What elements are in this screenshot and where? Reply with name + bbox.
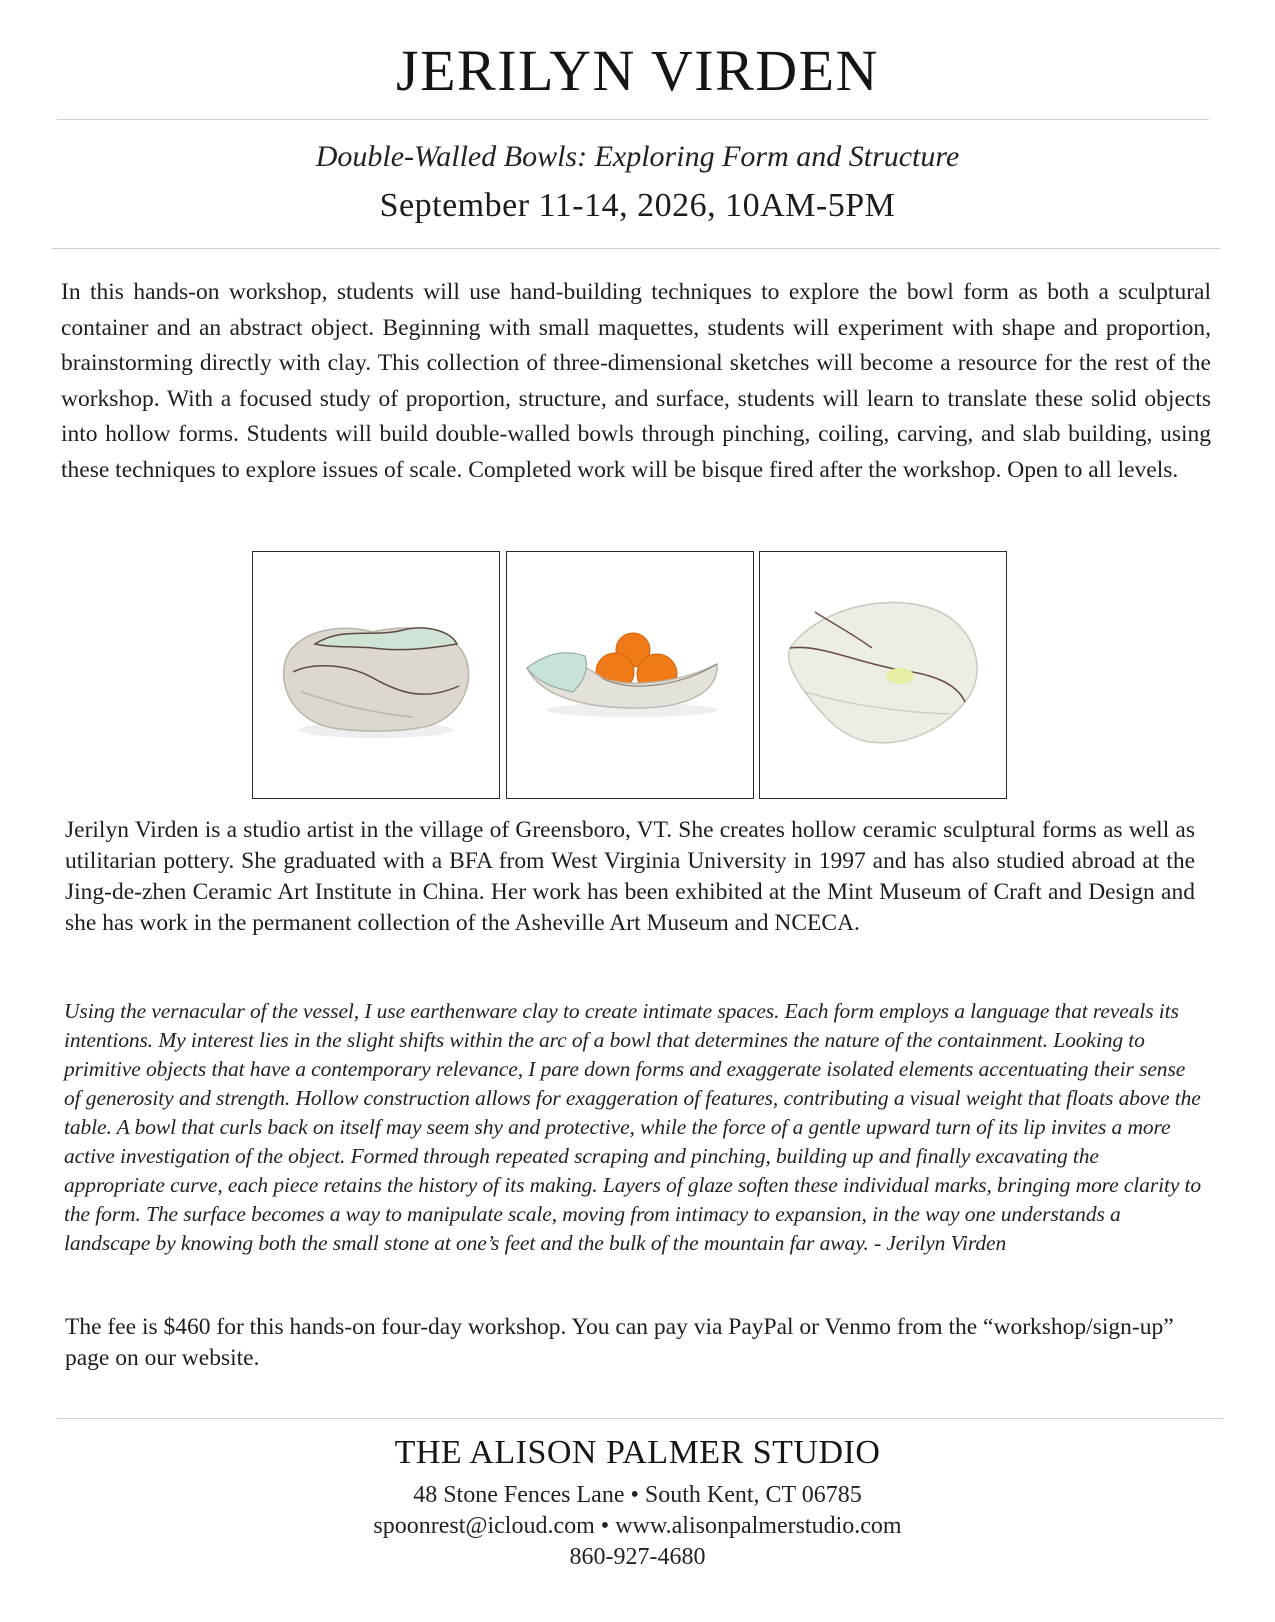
- photo-bowl: [252, 551, 500, 799]
- artist-bio: Jerilyn Virden is a studio artist in the village of Greensboro, VT. She creates hollow ceramic sculptural forms as well as utilitarian pottery. She graduated with a BFA from West Virginia University in 1997 and has also studied abroad at the Jing-de-zhen Ceramic Art Institute in China. Her work has been exhibited at the Mint Museum of Craft and Design and she has work in the permanent collection of the Asheville Art Museum and NCECA.: [65, 817, 1195, 936]
- studio-phone: 860-927-4680: [569, 1544, 706, 1570]
- bowl-body: [789, 602, 977, 742]
- bowl-inner: [527, 653, 587, 692]
- photo-folded-bowl: [759, 551, 1007, 799]
- workshop-description: In this hands-on workshop, students will use hand-building techniques to explore the bowl form as both a sculptural container and an abstract object. Beginning with small maquettes, students will experiment with shape and proportion, brainstorming directly with clay. This collection of three-dimensional sketches will become a resource for the rest of the workshop. With a focused study of proportion, structure, and surface, students will learn to translate these solid objects into hollow forms. Students will build double-walled bowls through pinching, coiling, carving, and slab building, using these techniques to explore issues of scale. Completed work will be bisque fired after the workshop. Open to all levels.: [61, 279, 1211, 483]
- fruit-bowl-icon: [507, 552, 753, 798]
- workshop-subtitle: Double-Walled Bowls: Exploring Form and Structure: [315, 140, 960, 173]
- fee-info: The fee is $460 for this hands-on four-day workshop. You can pay via PayPal or Venmo from the “workshop/sign-up” page on our website.: [65, 1314, 1174, 1371]
- glaze-spot: [886, 668, 914, 684]
- artist-statement: Using the vernacular of the vessel, I use earthenware clay to create intimate spaces. Each form employs a language that reveals its intentions. My interest lies in the slight shifts within the arc of a bowl that determines the nature of the containment. Looking to primitive objects that have a contemporary relevance, I pare down forms and exaggerate isolated elements accentuating their sense of generosity and strength. Hollow construction allows for exaggeration of features, contributing a visual weight that floats above the table. A bowl that curls back on itself may seem shy and protective, while the force of a gentle upward turn of its lip invites a more active investigation of the object. Formed through repeated scraping and pinching, building up and finally excavating the appropriate curve, each piece retains the history of its making. Layers of glaze soften these individual marks, bringing more clarity to the form. The surface becomes a way to manipulate scale, moving from intimacy to expansion, in the way one understands a landscape by knowing both the small stone at one’s feet and the bulk of the mountain far away. - Jerilyn Virden: [64, 999, 1202, 1255]
- divider: [57, 119, 1209, 120]
- folded-bowl-icon: [760, 552, 1006, 798]
- divider: [57, 1418, 1223, 1419]
- page-title: JERILYN VIRDEN: [396, 38, 879, 103]
- studio-contact: spoonrest@icloud.com • www.alisonpalmerstudio.com: [373, 1513, 902, 1539]
- photo-fruit-bowl: [506, 551, 754, 799]
- studio-address: 48 Stone Fences Lane • South Kent, CT 06785: [413, 1482, 862, 1508]
- workshop-dates: September 11-14, 2026, 10AM-5PM: [379, 187, 896, 224]
- bowl-icon: [253, 552, 499, 798]
- divider: [52, 248, 1220, 249]
- studio-name: THE ALISON PALMER STUDIO: [394, 1434, 881, 1471]
